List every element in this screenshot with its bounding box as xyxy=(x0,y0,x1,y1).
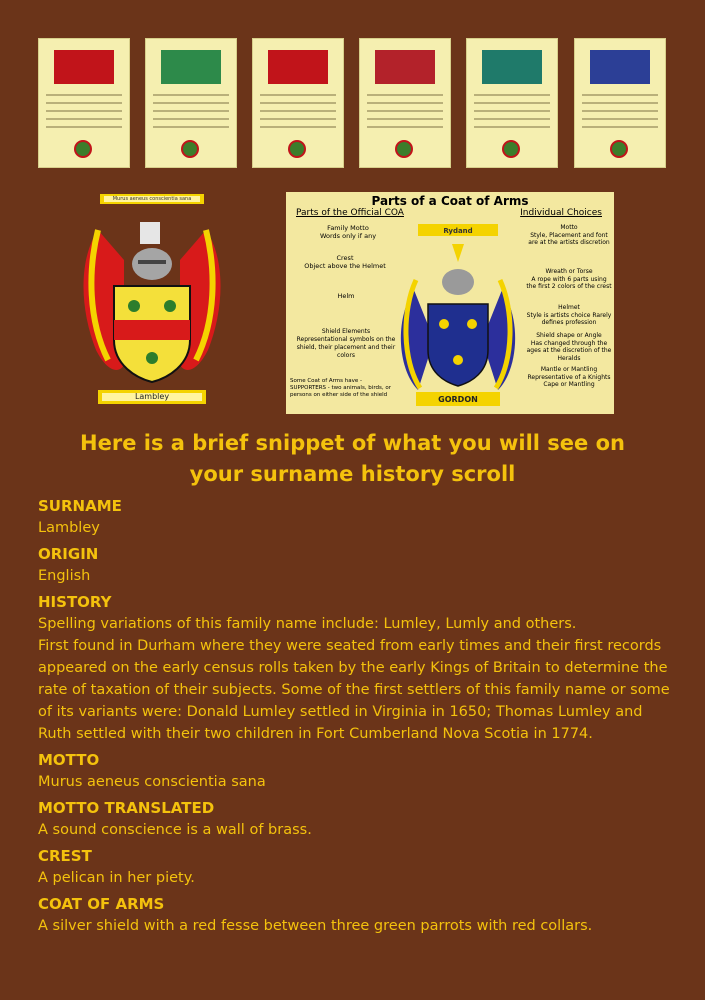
label-shield-elements: Shield Elements Representational symbols on the shield, their placement and their colors xyxy=(296,328,396,359)
section-crest xyxy=(38,845,678,889)
label-helmet: Helmet Style is artists choice Rarely defines profession xyxy=(526,304,612,326)
coat-of-arms-icon xyxy=(54,50,114,84)
label-helm: Helm xyxy=(337,292,355,300)
section-text: A silver shield with a red fesse between three green parrots with red collars. xyxy=(38,918,593,934)
section-coat-of-arms xyxy=(38,893,678,937)
scroll-thumbnail[interactable] xyxy=(359,38,451,168)
section-text: Murus aeneus conscientia sana xyxy=(38,774,266,790)
section-motto xyxy=(38,749,678,793)
lambley-coat-of-arms xyxy=(78,190,226,415)
seal-icon xyxy=(397,142,411,156)
scroll-thumbnail[interactable] xyxy=(252,38,344,168)
section-label: MOTTO xyxy=(38,751,100,769)
seal-icon xyxy=(183,142,197,156)
coat-of-arms-icon xyxy=(375,50,435,84)
seal-icon xyxy=(76,142,90,156)
seal-icon xyxy=(290,142,304,156)
section-label: COAT OF ARMS xyxy=(38,895,165,913)
label-shield-shape: Shield shape or Angle Has changed through the ages at the discretion of the Heralds xyxy=(526,332,612,362)
label-wreath: Wreath or Torse A rope with 6 parts using the first 2 colors of the crest xyxy=(526,268,612,290)
label-motto-choice: Motto Style, Placement and font are at the artists discretion xyxy=(528,224,610,246)
section-text: English xyxy=(38,568,91,584)
section-label: HISTORY xyxy=(38,593,112,611)
seal-icon xyxy=(612,142,626,156)
seal-icon xyxy=(504,142,518,156)
coat-of-arms-icon xyxy=(482,50,542,84)
section-history xyxy=(38,591,678,745)
diagram-right-header: Individual Choices xyxy=(520,208,602,218)
label-mantling: Mantle or Mantling Representative of a Knights Cape or Mantling xyxy=(527,366,611,388)
crest-motto-scroll: Murus aeneus conscientia sana xyxy=(112,196,192,202)
gordon-coat-of-arms-icon xyxy=(394,220,522,410)
surname-details xyxy=(38,495,678,941)
section-label: MOTTO TRANSLATED xyxy=(38,799,215,817)
coat-of-arms-icon xyxy=(590,50,650,84)
diagram-title: Parts of a Coat of Arms xyxy=(371,194,529,208)
scroll-thumbnail[interactable] xyxy=(466,38,558,168)
coat-of-arms-icon xyxy=(161,50,221,84)
coat-of-arms-icon xyxy=(78,190,226,415)
name-banner: GORDON xyxy=(438,395,478,404)
scroll-thumbnail[interactable] xyxy=(574,38,666,168)
motto-banner: Rydand xyxy=(443,227,473,235)
scroll-thumbnail[interactable] xyxy=(145,38,237,168)
section-text: Lambley xyxy=(38,520,100,536)
snippet-heading: Here is a brief snippet of what you will see on your surname history scroll xyxy=(80,431,625,486)
section-text: A pelican in her piety. xyxy=(38,870,195,886)
scroll-thumbnail[interactable] xyxy=(38,38,130,168)
section-origin xyxy=(38,543,678,587)
section-text: A sound conscience is a wall of brass. xyxy=(38,822,312,838)
section-label: ORIGIN xyxy=(38,545,99,563)
section-text: Spelling variations of this family name include: Lumley, Lumly and others. xyxy=(38,616,577,632)
diagram-left-header: Parts of the Official COA xyxy=(296,208,404,218)
supporters-note: Some Coat of Arms have - SUPPORTERS - two animals, birds, or persons on either side of the shield xyxy=(290,378,391,398)
section-label: SURNAME xyxy=(38,497,122,515)
scroll-thumbnail-row xyxy=(38,38,668,168)
label-crest: Crest Object above the Helmet xyxy=(304,254,386,270)
section-label: CREST xyxy=(38,847,92,865)
section-motto-translated xyxy=(38,797,678,841)
label-family-motto: Family Motto Words only if any xyxy=(319,224,377,240)
crest-name-scroll: Lambley xyxy=(134,392,170,401)
parts-of-coat-of-arms-diagram xyxy=(286,192,614,414)
section-text: First found in Durham where they were seated from early times and their first records appeared on the early census rolls taken by the early Kings of Britain to determine the rate of taxation of their subjects. Some of the first settlers of this family name or some of its variants were: Donald Lumley settled in Virginia in 1650; Thomas Lumley and Ruth settled with their two children in Fort Cumberland Nova Scotia in 1774. xyxy=(38,638,670,742)
coat-of-arms-icon xyxy=(268,50,328,84)
section-surname xyxy=(38,495,678,539)
